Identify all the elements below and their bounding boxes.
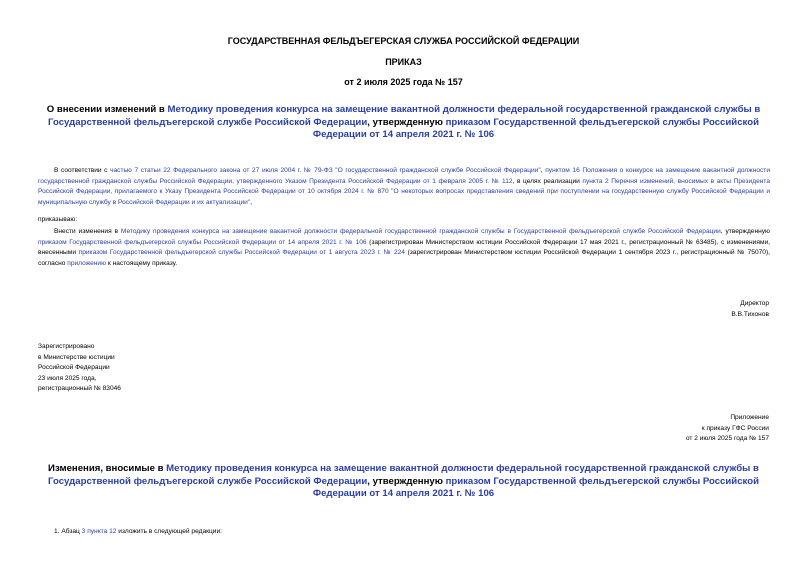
order-text: (зарегистрирован Министерством юстиции Российской Федерации 1 сентября 2023 г., регистрационный № 75070), согласно bbox=[38, 249, 770, 267]
signature-block bbox=[731, 299, 769, 320]
document-title bbox=[30, 104, 777, 142]
methodology-link[interactable]: Методику проведения конкурса на замещение вакантной должности федеральной государственной гражданской службы в Государственной фельдъегерской службе Российской Федерации bbox=[120, 228, 721, 235]
title-middle: , утвержденную bbox=[367, 475, 446, 487]
point-12-link[interactable]: пункта 12 bbox=[87, 528, 117, 535]
preamble-text: , bbox=[250, 198, 253, 206]
signature-position: Директор bbox=[740, 300, 769, 307]
registration-line: в Министерстве юстиции bbox=[38, 353, 115, 361]
title-prefix: Изменения, вносимые в bbox=[48, 463, 167, 474]
order-106-link[interactable]: приказом Государственной фельдъегерской службы Российской Федерации от 14 апреля 2021 г. № 106 bbox=[38, 238, 367, 246]
signature-name: В.В.Тихонов bbox=[731, 310, 769, 318]
decree-870-link[interactable]: пункта 2 Перечня изменений, вносимых в акты Президента Российской Федерации, прилагаемого к Указу Президента Российской Федерации от 10 октября 2024 г. № 870 "О некоторых вопросах представления сведений при поступлении на государственную службу Российской Федерации и муниципальную службу в Российской Федерации и их актуализации" bbox=[38, 177, 770, 206]
registration-line: 23 июля 2025 года, bbox=[38, 374, 97, 382]
order-text: Внести изменения в bbox=[54, 228, 121, 235]
paragraph-3-link[interactable]: 3 bbox=[81, 528, 86, 535]
appendix-line: от 2 июля 2025 года № 157 bbox=[685, 435, 769, 442]
order-text: , утвержденную bbox=[720, 228, 770, 235]
appendix-link[interactable]: приложению bbox=[67, 259, 107, 267]
preamble-text: , bbox=[540, 167, 546, 174]
order-body-paragraph bbox=[38, 227, 770, 269]
item-text: изложить в следующей редакции: bbox=[116, 528, 222, 535]
title-prefix: О внесении изменений в bbox=[46, 104, 168, 115]
order-text: (зарегистрирован Министерством юстиции Российской Федерации 17 мая 2021 г., регистрационный № 63485), с изменениями, внесенными bbox=[38, 238, 770, 256]
preamble-text: В соответствии с bbox=[54, 167, 111, 174]
document-type: ПРИКАЗ bbox=[385, 57, 422, 67]
order-106-link[interactable]: приказом Государственной фельдъегерской службы Российской Федерации от 14 апреля 2021 г. № 106 bbox=[312, 475, 759, 499]
registration-block bbox=[38, 342, 121, 395]
federal-law-link[interactable]: частью 7 статьи 22 Федерального закона от 27 июля 2004 г. № 79-ФЗ "О государственной гражданской службе Российской Федерации" bbox=[110, 167, 541, 174]
document-date-number: от 2 июля 2025 года № 157 bbox=[344, 77, 463, 87]
appendix-line: к приказу ГФС России bbox=[701, 424, 769, 432]
item-text: 1. Абзац bbox=[54, 528, 82, 535]
agency-name: ГОСУДАРСТВЕННАЯ ФЕЛЬДЪЕГЕРСКАЯ СЛУЖБА РОССИЙСКОЙ ФЕДЕРАЦИИ bbox=[227, 36, 580, 46]
appendix-block bbox=[686, 413, 769, 445]
regulation-point-16-link[interactable]: пунктом 16 Положения о конкурсе на замещение вакантной должности государственной гражданской службы Российской Федерации, утвержденного Указом Президента Российской Федерации от 1 февраля 2005 г. № 112 bbox=[38, 167, 770, 185]
methodology-link[interactable]: Методику проведения конкурса на замещение вакантной должности федеральной государственной гражданской службы в Государственной фельдъегерской службе Российской Федерации bbox=[48, 104, 761, 128]
item-1 bbox=[54, 527, 222, 538]
order-224-link[interactable]: приказом Государственной фельдъегерской службы Российской Федерации от 1 августа 2023 г. № 224 bbox=[78, 249, 405, 256]
registration-line: Российской Федерации bbox=[38, 364, 110, 371]
order-text: к настоящему приказу. bbox=[106, 259, 178, 267]
title-middle: , утвержденную bbox=[367, 116, 446, 128]
preamble-paragraph bbox=[38, 166, 770, 208]
registration-line: Зарегистрировано bbox=[38, 343, 95, 350]
order-106-link[interactable]: приказом Государственной фельдъегерской службы Российской Федерации от 14 апреля 2021 г. № 106 bbox=[312, 116, 759, 140]
preamble-text: , в целях реализации bbox=[512, 177, 583, 185]
appendix-line: Приложение bbox=[730, 414, 769, 421]
changes-title bbox=[30, 463, 777, 501]
registration-line: регистрационный № 83046 bbox=[38, 385, 121, 392]
methodology-link[interactable]: Методику проведения конкурса на замещение вакантной должности федеральной государственной гражданской службы в Государственной фельдъегерской службе Российской Федерации bbox=[48, 463, 759, 487]
order-word: приказываю: bbox=[38, 216, 78, 223]
